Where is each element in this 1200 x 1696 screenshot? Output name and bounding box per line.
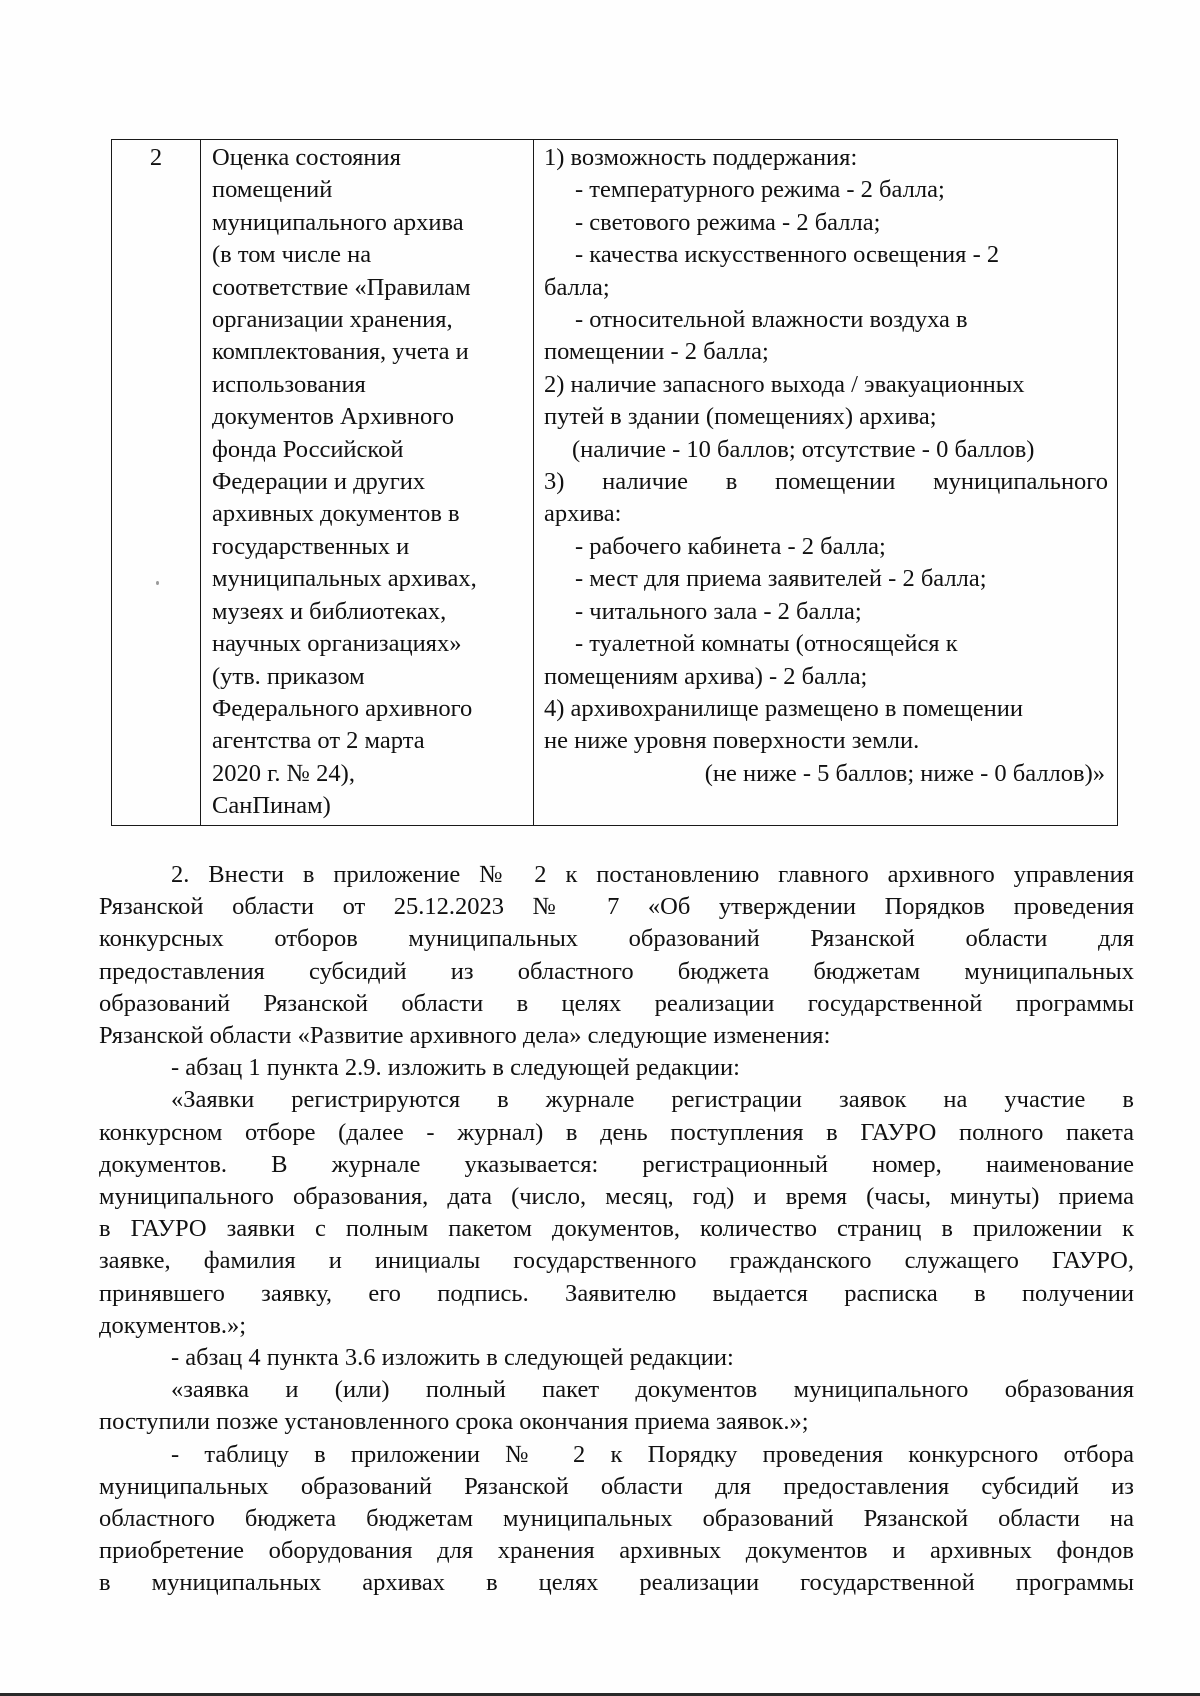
row-number: 2 xyxy=(149,144,163,171)
scoring-line: - мест для приема заявителей - 2 балла; xyxy=(575,565,987,593)
row-number-cell xyxy=(112,140,201,826)
text-line: «заявка и (или) полный пакет документов муниципального образования xyxy=(171,1376,1134,1404)
criterion-line: организации хранения, xyxy=(212,306,453,334)
criterion-line: СанПинам) xyxy=(212,792,331,820)
scoring-line: 2) наличие запасного выхода / эвакуационных xyxy=(544,370,1025,398)
scoring-line: балла; xyxy=(544,273,610,301)
criterion-line: (в том числе на xyxy=(212,241,372,269)
text-line: заявке, фамилия и инициалы государственного гражданского служащего ГАУРО, xyxy=(99,1247,1134,1275)
criterion-line: (утв. приказом xyxy=(212,662,365,690)
paragraph-item-3-6 xyxy=(99,1342,1134,1374)
criterion-line: Федерации и других xyxy=(212,468,426,496)
text-line: областного бюджета бюджетам муниципальных образований Рязанской области на xyxy=(99,1505,1134,1533)
criterion-line: помещений xyxy=(212,176,333,204)
table-row xyxy=(112,140,1118,826)
scoring-line: путей в здании (помещениях) архива; xyxy=(544,403,937,431)
scoring-line: - светового режима - 2 балла; xyxy=(575,208,881,236)
scoring-line: - относительной влажности воздуха в xyxy=(575,306,968,334)
criterion-line: государственных и xyxy=(212,532,410,560)
text-line: Рязанской области от 25.12.2023 № 7 «Об утверждении Порядков проведения xyxy=(99,893,1134,921)
scoring-line: - читального зала - 2 балла; xyxy=(575,597,862,625)
text-line: конкурсном отборе (далее - журнал) в день поступления в ГАУРО полного пакета xyxy=(99,1118,1134,1146)
scan-speck xyxy=(156,581,159,585)
text-line: предоставления субсидий из областного бюджета бюджетам муниципальных xyxy=(99,957,1134,985)
text-line: поступили позже установленного срока окончания приема заявок.»; xyxy=(99,1408,809,1436)
text-line: муниципального образования, дата (число, месяц, год) и время (часы, минуты) приема xyxy=(99,1183,1134,1211)
scoring-line: не ниже уровня поверхности земли. xyxy=(544,727,920,755)
scoring-line: помещениям архива) - 2 балла; xyxy=(544,662,868,690)
criterion-line: Оценка состояния xyxy=(212,144,401,171)
text-line: - абзац 1 пункта 2.9. изложить в следующей редакции: xyxy=(171,1054,740,1082)
amendment-text xyxy=(99,859,1134,1600)
text-line: принявшего заявку, его подпись. Заявителю выдается расписка в получении xyxy=(99,1279,1134,1307)
paragraph-quote-registration xyxy=(99,1084,1134,1342)
criterion-line: документов Архивного xyxy=(212,403,454,431)
text-line: «Заявки регистрируются в журнале регистрации заявок на участие в xyxy=(171,1086,1134,1114)
scoring-line: 4) архивохранилище размещено в помещении xyxy=(544,694,1023,722)
scoring-line: 3) наличие в помещении муниципального xyxy=(544,468,1108,496)
text-line: - таблицу в приложении № 2 к Порядку проведения конкурсного отбора xyxy=(171,1440,1134,1468)
scoring-line: - качества искусственного освещения - 2 xyxy=(575,241,1000,269)
paragraph-amendment-intro xyxy=(99,859,1134,1052)
paragraph-quote-deadline xyxy=(99,1374,1134,1438)
scoring-line: - рабочего кабинета - 2 балла; xyxy=(575,532,886,560)
scoring-line: - туалетной комнаты (относящейся к xyxy=(575,630,958,658)
paragraph-item-2-9 xyxy=(99,1052,1134,1084)
criterion-line: муниципальных архивах, xyxy=(212,565,477,593)
criterion-line: музеях и библиотеках, xyxy=(212,597,447,625)
criterion-line: муниципального архива xyxy=(212,208,464,236)
scoring-line: архива: xyxy=(544,500,622,528)
text-line: документов. В журнале указывается: регистрационный номер, наименование xyxy=(99,1150,1134,1178)
criterion-line: комплектования, учета и xyxy=(212,338,469,366)
criterion-line: агентства от 2 марта xyxy=(212,727,425,755)
criteria-table xyxy=(111,139,1118,826)
criterion-text xyxy=(201,142,533,823)
text-line: в муниципальных архивах в целях реализации государственной программы xyxy=(99,1569,1134,1597)
criterion-line: архивных документов в xyxy=(212,500,460,528)
criterion-line: соответствие «Правилам xyxy=(212,273,471,301)
scoring-text xyxy=(534,142,1117,790)
text-line: муниципальных образований Рязанской области для предоставления субсидий из xyxy=(99,1472,1134,1500)
scoring-line: помещении - 2 балла; xyxy=(544,338,769,366)
text-line: конкурсных отборов муниципальных образований Рязанской области для xyxy=(99,925,1134,953)
text-line: Рязанской области «Развитие архивного дела» следующие изменения: xyxy=(99,1022,831,1050)
scoring-line: - температурного режима - 2 балла; xyxy=(575,176,945,204)
scoring-line: (наличие - 10 баллов; отсутствие - 0 баллов) xyxy=(572,435,1035,463)
criterion-cell xyxy=(201,140,534,826)
criterion-line: фонда Российской xyxy=(212,435,404,463)
scoring-cell xyxy=(534,140,1118,826)
scoring-line: (не ниже - 5 баллов; ниже - 0 баллов)» xyxy=(704,759,1105,787)
criterion-line: Федерального архивного xyxy=(212,694,473,722)
paragraph-table-amendment xyxy=(99,1439,1134,1600)
criterion-line: 2020 г. № 24), xyxy=(212,759,355,787)
text-line: 2. Внести в приложение № 2 к постановлению главного архивного управления xyxy=(171,861,1134,888)
text-line: приобретение оборудования для хранения архивных документов и архивных фондов xyxy=(99,1537,1134,1565)
text-line: в ГАУРО заявки с полным пакетом документов, количество страниц в приложении к xyxy=(99,1215,1134,1243)
criterion-line: использования xyxy=(212,370,366,398)
scoring-line: 1) возможность поддержания: xyxy=(544,144,858,171)
criterion-line: научных организациях» xyxy=(212,630,462,658)
text-line: образований Рязанской области в целях реализации государственной программы xyxy=(99,989,1134,1017)
text-line: - абзац 4 пункта 3.6 изложить в следующей редакции: xyxy=(171,1344,734,1372)
text-line: документов.»; xyxy=(99,1311,247,1339)
